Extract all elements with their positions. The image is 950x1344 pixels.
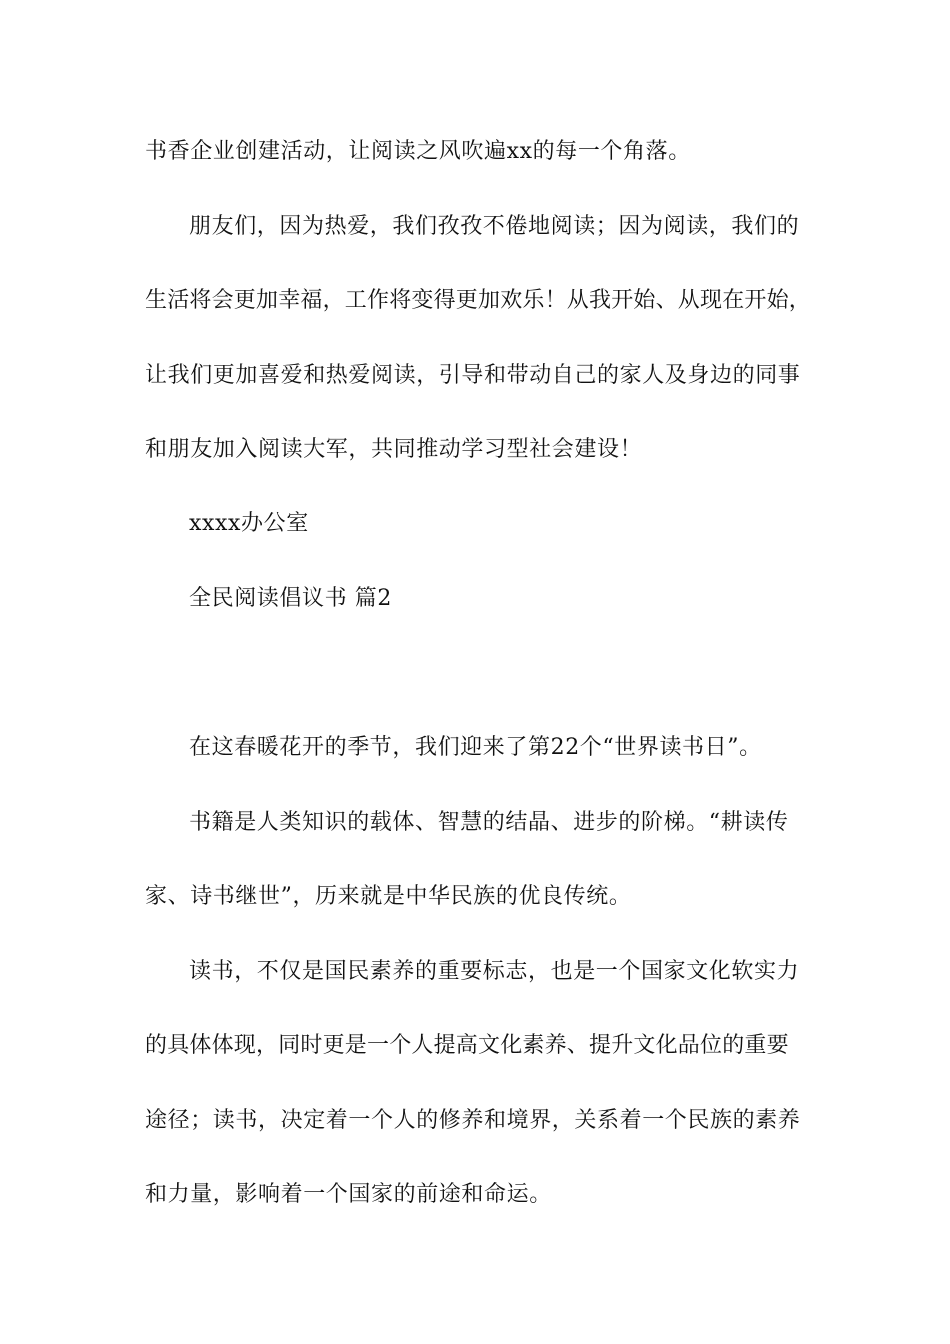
paragraph-line: 书籍是人类知识的载体、智慧的结晶、进步的阶梯。“耕读传 [189, 810, 789, 835]
paragraph-line: 家、诗书继世”，历来就是中华民族的优良传统。 [145, 884, 632, 909]
paragraph-line: 让我们更加喜爱和热爱阅读，引导和带动自己的家人及身边的同事 [145, 363, 801, 388]
paragraph-line: 书香企业创建活动，让阅读之风吹遍xx的每一个角落。 [145, 139, 691, 164]
paragraph-line: 朋友们，因为热爱，我们孜孜不倦地阅读；因为阅读，我们的 [189, 214, 800, 239]
paragraph-line: 和力量，影响着一个国家的前途和命运。 [145, 1182, 552, 1207]
paragraph-line: 途径；读书，决定着一个人的修养和境界，关系着一个民族的素养 [145, 1108, 801, 1133]
paragraph-line: 生活将会更加幸福，工作将变得更加欢乐！从我开始、从现在开始， [145, 288, 812, 313]
section-heading: 全民阅读倡议书 篇2 [189, 586, 392, 611]
signature-office: xxxx办公室 [189, 511, 309, 536]
paragraph-line: 和朋友加入阅读大军，共同推动学习型社会建设！ [145, 437, 643, 462]
paragraph-line: 的具体体现，同时更是一个人提高文化素养、提升文化品位的重要 [145, 1033, 789, 1058]
paragraph-line: 读书，不仅是国民素养的重要标志，也是一个国家文化软实力 [189, 959, 800, 984]
paragraph-line: 在这春暖花开的季节，我们迎来了第22个“世界读书日”。 [189, 735, 762, 760]
